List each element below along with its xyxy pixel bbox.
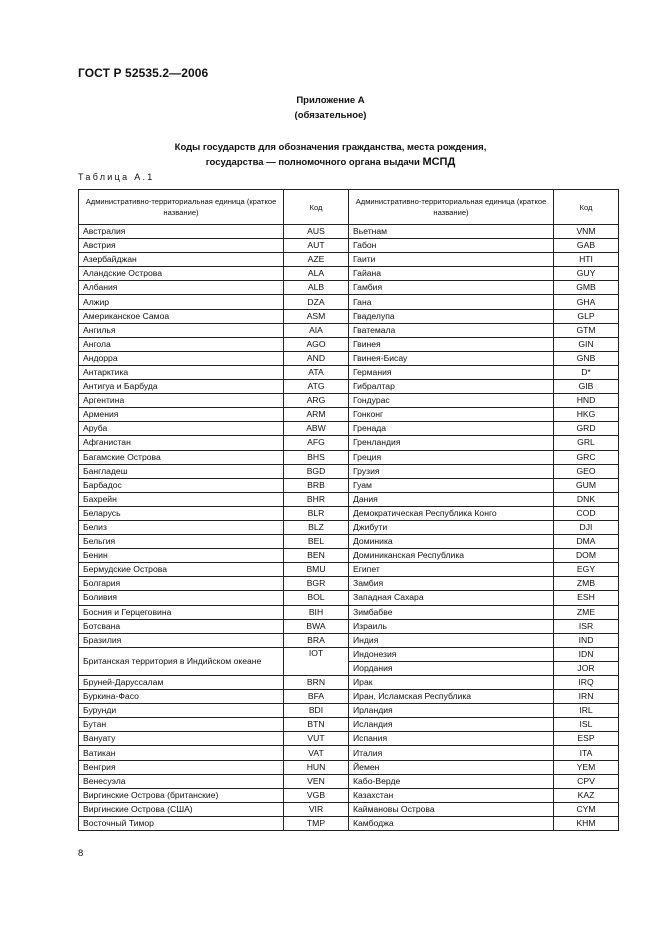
- unit-code-left: VEN: [284, 774, 349, 788]
- table-row: [79, 647, 619, 661]
- unit-name-right: Греция: [349, 450, 554, 464]
- unit-code-right: GHA: [554, 295, 619, 309]
- table-row: [79, 549, 619, 563]
- table-caption-accent: МСПД: [422, 156, 456, 168]
- unit-code-left: VAT: [284, 746, 349, 760]
- unit-name-right: Кабо-Верде: [349, 774, 554, 788]
- unit-code-right: GRL: [554, 436, 619, 450]
- unit-code-left: AGO: [284, 337, 349, 351]
- unit-name-right: Гватемала: [349, 323, 554, 337]
- unit-code-right: IND: [554, 633, 619, 647]
- table-row: [79, 295, 619, 309]
- unit-name-right: Демократическая Республика Конго: [349, 506, 554, 520]
- unit-name-left: Виргинские Острова (британские): [79, 788, 284, 802]
- table-row: [79, 605, 619, 619]
- table-row: [79, 704, 619, 718]
- table-row: [79, 225, 619, 239]
- table-row: [79, 337, 619, 351]
- unit-code-left: BRN: [284, 676, 349, 690]
- header-unit-left: Административно-территориальная единица (краткое название): [79, 190, 284, 225]
- unit-name-left: Барбадос: [79, 478, 284, 492]
- unit-code-left: VGB: [284, 788, 349, 802]
- unit-code-right: IRN: [554, 690, 619, 704]
- unit-code-left: AZE: [284, 253, 349, 267]
- unit-code-left: BIH: [284, 605, 349, 619]
- unit-code-left: BHS: [284, 450, 349, 464]
- table-label: Таблица А.1: [78, 172, 155, 182]
- unit-code-left: VIR: [284, 802, 349, 816]
- unit-name-right: Гайана: [349, 267, 554, 281]
- unit-code-left: BLZ: [284, 520, 349, 534]
- unit-name-left: Австрия: [79, 239, 284, 253]
- table-row: [79, 760, 619, 774]
- unit-code-left: ATA: [284, 365, 349, 379]
- unit-code-right: HND: [554, 394, 619, 408]
- table-row: [79, 478, 619, 492]
- table-row: [79, 506, 619, 520]
- unit-code-left: BGR: [284, 577, 349, 591]
- unit-name-left: Ботсвана: [79, 619, 284, 633]
- annex-note: (обязательное): [294, 110, 367, 121]
- table-row: [79, 520, 619, 534]
- unit-code-left: AIA: [284, 323, 349, 337]
- unit-code-left: BWA: [284, 619, 349, 633]
- unit-code-left: AND: [284, 351, 349, 365]
- unit-code-right: GTM: [554, 323, 619, 337]
- table-row: [79, 816, 619, 830]
- unit-code-left: BLR: [284, 506, 349, 520]
- table-row: [79, 718, 619, 732]
- unit-name-right: Гонконг: [349, 408, 554, 422]
- unit-name-right: Вьетнам: [349, 225, 554, 239]
- unit-name-right: Дания: [349, 492, 554, 506]
- unit-code-right: ESP: [554, 732, 619, 746]
- unit-code-left: ARG: [284, 394, 349, 408]
- unit-name-left: Ангилья: [79, 323, 284, 337]
- unit-name-left: Вануату: [79, 732, 284, 746]
- unit-code-right: GRD: [554, 422, 619, 436]
- table-caption-line-1: Коды государств для обозначения гражданства, места рождения,: [174, 142, 487, 153]
- table-row: [79, 380, 619, 394]
- unit-code-right: GUY: [554, 267, 619, 281]
- unit-code-right: D*: [554, 365, 619, 379]
- unit-name-right: Иран, Исламская Республика: [349, 690, 554, 704]
- unit-name-right: Каймановы Острова: [349, 802, 554, 816]
- table-caption-line-2-text: государства — полномочного органа выдачи: [205, 157, 423, 168]
- unit-code-right: GAB: [554, 239, 619, 253]
- unit-name-right: Гондурас: [349, 394, 554, 408]
- unit-name-right: Гвинея: [349, 337, 554, 351]
- table-row: [79, 535, 619, 549]
- unit-code-left: AUS: [284, 225, 349, 239]
- unit-name-right: Гваделупа: [349, 309, 554, 323]
- unit-name-left: Британская территория в Индийском океане: [79, 647, 284, 675]
- unit-code-left: BRB: [284, 478, 349, 492]
- unit-name-right: Израиль: [349, 619, 554, 633]
- country-codes-table: [78, 189, 619, 831]
- table-row: [79, 422, 619, 436]
- unit-code-left: ABW: [284, 422, 349, 436]
- unit-code-right: KHM: [554, 816, 619, 830]
- unit-code-right: IRQ: [554, 676, 619, 690]
- unit-name-right: Гренада: [349, 422, 554, 436]
- unit-code-left: VUT: [284, 732, 349, 746]
- unit-code-left: ATG: [284, 380, 349, 394]
- unit-code-left: ASM: [284, 309, 349, 323]
- unit-name-right: Гвинея-Бисау: [349, 351, 554, 365]
- unit-code-left: ARM: [284, 408, 349, 422]
- unit-name-left: Бангладеш: [79, 464, 284, 478]
- unit-name-right: Джибути: [349, 520, 554, 534]
- unit-name-left: Бермудские Острова: [79, 563, 284, 577]
- unit-name-left: Багамские Острова: [79, 450, 284, 464]
- header-code-right: Код: [554, 190, 619, 225]
- table-row: [79, 267, 619, 281]
- table-row: [79, 676, 619, 690]
- unit-code-right: IDN: [554, 647, 619, 661]
- unit-name-left: Бутан: [79, 718, 284, 732]
- unit-name-left: Аландские Острова: [79, 267, 284, 281]
- unit-code-right: ZMB: [554, 577, 619, 591]
- table-row: [79, 492, 619, 506]
- unit-name-left: Виргинские Острова (США): [79, 802, 284, 816]
- unit-code-right: ESH: [554, 591, 619, 605]
- unit-code-left: BEL: [284, 535, 349, 549]
- table-row: [79, 563, 619, 577]
- table-row: [79, 732, 619, 746]
- unit-code-left: BHR: [284, 492, 349, 506]
- unit-name-right: Йемен: [349, 760, 554, 774]
- unit-name-right: Египет: [349, 563, 554, 577]
- unit-code-left: BRA: [284, 633, 349, 647]
- unit-code-right: YEM: [554, 760, 619, 774]
- unit-name-left: Ватикан: [79, 746, 284, 760]
- unit-name-left: Алжир: [79, 295, 284, 309]
- unit-code-right: GEO: [554, 464, 619, 478]
- unit-code-left: AFG: [284, 436, 349, 450]
- unit-code-left: ALA: [284, 267, 349, 281]
- unit-code-left: BTN: [284, 718, 349, 732]
- unit-name-left: Андорра: [79, 351, 284, 365]
- unit-name-left: Армения: [79, 408, 284, 422]
- unit-name-right: Зимбабве: [349, 605, 554, 619]
- unit-code-right: GMB: [554, 281, 619, 295]
- unit-name-left: Американское Самоа: [79, 309, 284, 323]
- unit-code-left: HUN: [284, 760, 349, 774]
- unit-name-right: Иордания: [349, 661, 554, 675]
- table-row: [79, 351, 619, 365]
- table-row: [79, 802, 619, 816]
- unit-code-right: GRC: [554, 450, 619, 464]
- unit-code-right: GIN: [554, 337, 619, 351]
- table-row: [79, 309, 619, 323]
- unit-code-right: DOM: [554, 549, 619, 563]
- unit-code-right: ISL: [554, 718, 619, 732]
- unit-name-right: Габон: [349, 239, 554, 253]
- table-header-row: [79, 190, 619, 225]
- unit-name-right: Индия: [349, 633, 554, 647]
- table-row: [79, 436, 619, 450]
- unit-name-right: Гамбия: [349, 281, 554, 295]
- unit-name-right: Гана: [349, 295, 554, 309]
- unit-code-left: BDI: [284, 704, 349, 718]
- unit-code-left: BFA: [284, 690, 349, 704]
- unit-code-right: JOR: [554, 661, 619, 675]
- unit-name-right: Гибралтар: [349, 380, 554, 394]
- unit-name-right: Замбия: [349, 577, 554, 591]
- unit-name-right: Западная Сахара: [349, 591, 554, 605]
- unit-code-left: TMP: [284, 816, 349, 830]
- unit-name-left: Буркина-Фасо: [79, 690, 284, 704]
- document-id: ГОСТ Р 52535.2—2006: [78, 66, 209, 80]
- unit-name-right: Гренландия: [349, 436, 554, 450]
- unit-code-right: GNB: [554, 351, 619, 365]
- page-number: 8: [78, 848, 84, 859]
- unit-name-left: Бахрейн: [79, 492, 284, 506]
- unit-name-left: Беларусь: [79, 506, 284, 520]
- unit-name-left: Бенин: [79, 549, 284, 563]
- table-caption-line-2: [0, 155, 661, 170]
- unit-name-right: Доминиканская Республика: [349, 549, 554, 563]
- unit-code-left: ALB: [284, 281, 349, 295]
- unit-name-right: Ирак: [349, 676, 554, 690]
- table-row: [79, 253, 619, 267]
- unit-name-left: Босния и Герцеговина: [79, 605, 284, 619]
- table-row: [79, 774, 619, 788]
- unit-code-right: COD: [554, 506, 619, 520]
- unit-code-left: BOL: [284, 591, 349, 605]
- table-row: [79, 281, 619, 295]
- unit-name-left: Албания: [79, 281, 284, 295]
- unit-code-left: BGD: [284, 464, 349, 478]
- unit-name-right: Гаити: [349, 253, 554, 267]
- unit-name-right: Германия: [349, 365, 554, 379]
- table-row: [79, 577, 619, 591]
- unit-code-right: GIB: [554, 380, 619, 394]
- unit-name-left: Аруба: [79, 422, 284, 436]
- header-unit-right: Административно-территориальная единица (краткое название): [349, 190, 554, 225]
- table-row: [79, 619, 619, 633]
- annex-title: Приложение А: [296, 95, 365, 106]
- unit-name-right: Исландия: [349, 718, 554, 732]
- unit-name-left: Бразилия: [79, 633, 284, 647]
- unit-code-left: DZA: [284, 295, 349, 309]
- unit-code-right: VNM: [554, 225, 619, 239]
- unit-name-left: Ангола: [79, 337, 284, 351]
- unit-name-left: Бельгия: [79, 535, 284, 549]
- unit-name-right: Италия: [349, 746, 554, 760]
- unit-name-right: Гуам: [349, 478, 554, 492]
- table-row: [79, 591, 619, 605]
- table-row: [79, 394, 619, 408]
- unit-name-left: Восточный Тимор: [79, 816, 284, 830]
- table-row: [79, 365, 619, 379]
- unit-code-right: ZME: [554, 605, 619, 619]
- unit-code-right: IRL: [554, 704, 619, 718]
- unit-name-right: Камбоджа: [349, 816, 554, 830]
- unit-code-right: HTI: [554, 253, 619, 267]
- unit-name-left: Венгрия: [79, 760, 284, 774]
- unit-name-right: Индонезия: [349, 647, 554, 661]
- unit-name-left: Антарктика: [79, 365, 284, 379]
- unit-code-right: GUM: [554, 478, 619, 492]
- unit-code-left: BMU: [284, 563, 349, 577]
- unit-name-left: Австралия: [79, 225, 284, 239]
- unit-name-right: Доминика: [349, 535, 554, 549]
- unit-code-left: BEN: [284, 549, 349, 563]
- header-code-left: Код: [284, 190, 349, 225]
- unit-code-left: IOT: [284, 647, 349, 675]
- unit-code-right: ISR: [554, 619, 619, 633]
- unit-code-right: DMA: [554, 535, 619, 549]
- unit-code-right: ITA: [554, 746, 619, 760]
- unit-name-left: Бруней-Даруссалам: [79, 676, 284, 690]
- unit-code-right: HKG: [554, 408, 619, 422]
- table-row: [79, 690, 619, 704]
- unit-code-right: DNK: [554, 492, 619, 506]
- table-row: [79, 323, 619, 337]
- unit-name-left: Антигуа и Барбуда: [79, 380, 284, 394]
- table-row: [79, 788, 619, 802]
- unit-name-left: Аргентина: [79, 394, 284, 408]
- unit-code-right: EGY: [554, 563, 619, 577]
- table-row: [79, 464, 619, 478]
- unit-name-right: Испания: [349, 732, 554, 746]
- unit-name-right: Казахстан: [349, 788, 554, 802]
- unit-code-right: CPV: [554, 774, 619, 788]
- unit-code-right: GLP: [554, 309, 619, 323]
- table-row: [79, 746, 619, 760]
- unit-name-left: Азербайджан: [79, 253, 284, 267]
- unit-code-right: KAZ: [554, 788, 619, 802]
- unit-name-left: Бурунди: [79, 704, 284, 718]
- unit-code-right: CYM: [554, 802, 619, 816]
- unit-name-left: Белиз: [79, 520, 284, 534]
- unit-code-right: DJI: [554, 520, 619, 534]
- unit-name-left: Болгария: [79, 577, 284, 591]
- unit-name-left: Венесуэла: [79, 774, 284, 788]
- unit-name-left: Боливия: [79, 591, 284, 605]
- unit-name-right: Грузия: [349, 464, 554, 478]
- unit-name-left: Афганистан: [79, 436, 284, 450]
- table-row: [79, 633, 619, 647]
- table-row: [79, 408, 619, 422]
- unit-name-right: Ирландия: [349, 704, 554, 718]
- unit-code-left: AUT: [284, 239, 349, 253]
- table-row: [79, 450, 619, 464]
- table-row: [79, 239, 619, 253]
